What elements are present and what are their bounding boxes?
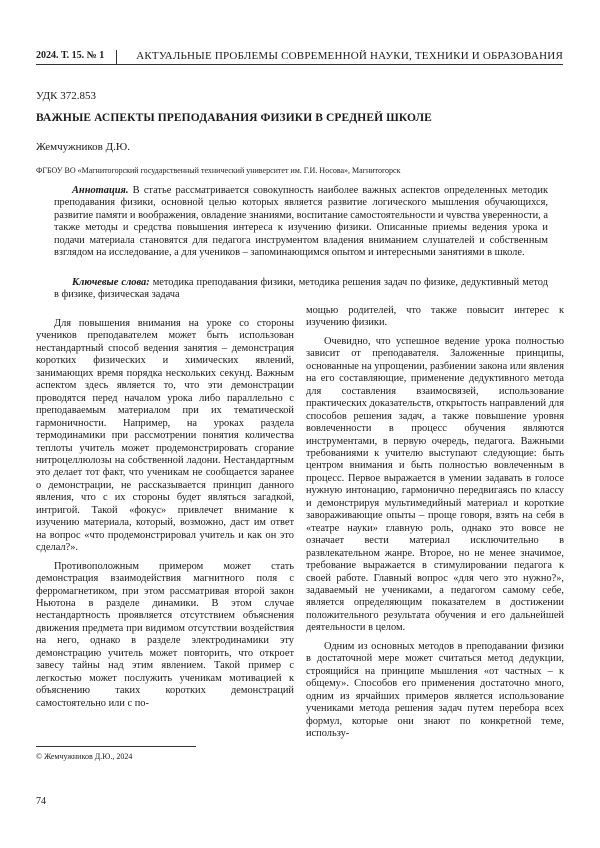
paragraph: мощью родителей, что также повысит интерес к изучению физики.	[306, 305, 564, 329]
author-name: Жемчужников Д.Ю.	[36, 141, 130, 153]
copyright-notice: © Жемчужников Д.Ю., 2024	[36, 752, 133, 761]
paragraph: Противоположным примером может стать демонстрация взаимодействия магнитного поля с ферромагнетиком, при этом рассматривая второй закон Ньютона в разделе динамики. В этом случае нестандартность проявляется отсутствием объяснения движения предмета при видимом отсутствии воздействия на него, однако в разделе электродинамики эту демонстрацию учитель может повторить, что откроет завесу тайны над этим явлением. Такой пример с легкостью может послужить ученикам мотивацией к объяснению таких коротких демонстраций самостоятельно или с по-	[36, 560, 294, 709]
keywords-text: методика преподавания физики, методика решения задач по физике, дедуктивный метод в физике, физическая задача	[54, 277, 548, 301]
paragraph: Очевидно, что успешное ведение урока полностью зависит от преподавателя. Заложенные принципы, основанные на упрощении, разбиении закона или явления на его составляющие, применение дедуктивного метода для составления взаимосвязей, использование практических доказательств, открытость направлений для способов решения задач, а также повышение уровня вовлеченности в процесс обучения являются инструментами, в первую очередь, педагога. Важными требованиями к учителю выступают следующие: быть центром внимания и быть полностью вовлеченным в процесс. Первое выражается в умении задавать в голосе нужную интонацию, гармонично передвигаясь по классу и демонстрируя мультимедийный материал и короткие завораживающие опыты – проще говоря, взять на себя в «театре науки» главную роль, однако это вовсе не означает вести материал исключительно в развлекательном жанре. Второе, но не менее значимое, требование выражается в стимулировании педагога к своей работе. Главный вопрос «для чего это нужно?», задаваемый не учениками, а педагогом самому себе, является определяющим показателем в достижении положительного результата обучения и его дальнейшей деятельности в целом.	[306, 335, 564, 634]
udk-code: УДК 372.853	[36, 90, 97, 102]
page-number: 74	[36, 796, 46, 807]
body-column-right	[306, 305, 564, 746]
paragraph: Для повышения внимания на уроке со стороны учеников преподавателем может быть использован нестандартный способ ведения занятия – демонстрация коротких физических и химических явлений, занимающих время порядка нескольких секунд. Важным аспектом здесь является то, что эти демонстрации проводятся перед началом урока либо параллельно с преподаваемым материалом при их тематической гармоничности. Например, на уроках раздела термодинамики при рассмотрении понятия количества теплоты учитель может продемонстрировать сгорание нитроцеллюлозы на собственной ладони. Нестандартным это делает тот факт, что ученикам не сообщается заранее о демонстрации, не рассказывается принцип данного явления, что с их стороны будет являться загадкой, интригой. Такой «фокус» привлечет внимание к изучению материала, который, возможно, даст им ответ на вопрос «что продемонстрировал учитель и как он это сделал?».	[36, 318, 294, 554]
body-column-left	[36, 318, 294, 716]
abstract-label: Аннотация.	[72, 185, 129, 196]
journal-title: АКТУАЛЬНЫЕ ПРОБЛЕМЫ СОВРЕМЕННОЙ НАУКИ, ТЕХНИКИ И ОБРАЗОВАНИЯ	[116, 50, 563, 64]
keywords-label: Ключевые слова:	[72, 277, 150, 288]
abstract	[54, 185, 548, 259]
paragraph: Одним из основных методов в преподавании физики в достаточной мере может считаться метод дедукции, строящийся на принципе мышления «от частных – к общему». Способов его применения достаточно много, одним из ярчайших примеров является использование учениками метода решения задач путем перебора всех формул, которые они знают по конкретной теме, использу-	[306, 640, 564, 739]
author-affiliation: ФГБОУ ВО «Магнитогорский государственный технический университет им. Г.И. Носова», Магнитогорск	[36, 166, 401, 175]
footnote-divider	[36, 746, 196, 747]
abstract-text: В статье рассматривается совокупность наиболее важных аспектов определенных методик преподавания физики, основной целью которых является развитие логического мышления обучающихся, развитие памяти и воображения, овладение знаниями, воспитание самостоятельности и чувства уверенности, а также методы и средства повышения интереса к изучению физики. Описанные приемы ведения урока и подачи материала становятся для педагога инструментом владения вниманием слушателей и собственным взглядом на исследование, а для учеников – запоминающимся опытом и интересными занятиями в школе.	[54, 185, 548, 259]
issue-citation: 2024. Т. 15. № 1	[36, 50, 105, 61]
running-head	[36, 44, 563, 65]
article-title: ВАЖНЫЕ АСПЕКТЫ ПРЕПОДАВАНИЯ ФИЗИКИ В СРЕДНЕЙ ШКОЛЕ	[36, 112, 432, 124]
keywords	[54, 277, 548, 302]
